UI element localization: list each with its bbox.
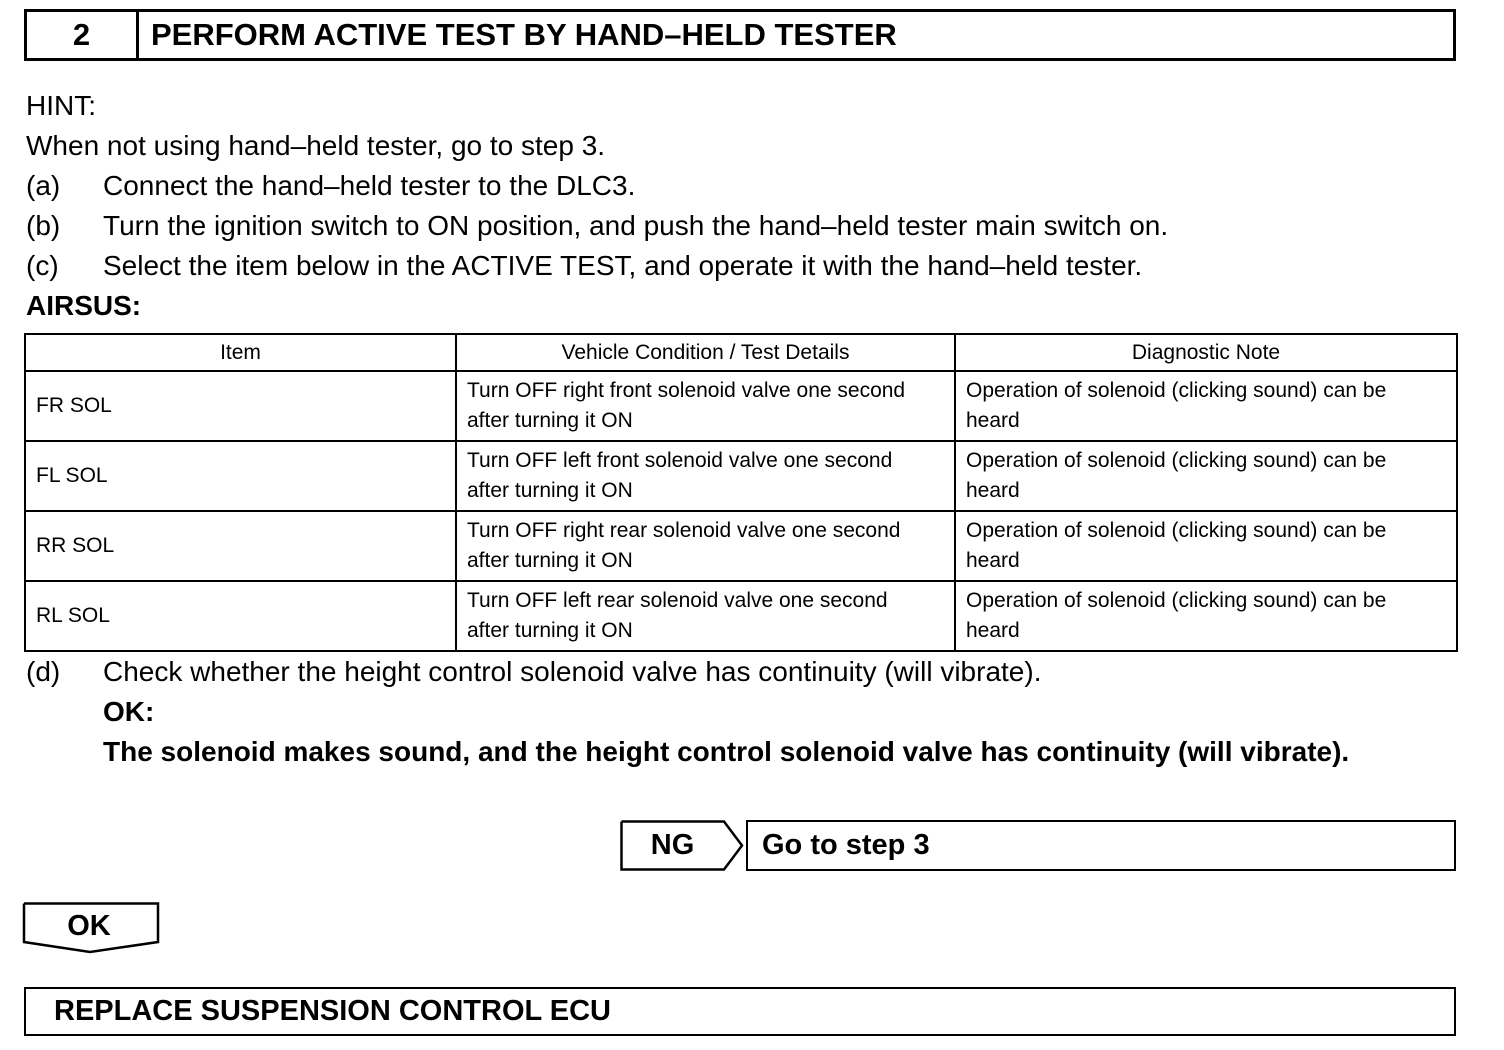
instruction-text: Connect the hand–held tester to the DLC3. xyxy=(103,170,636,201)
condition-line: after turning it ON xyxy=(467,479,633,502)
note-line: heard xyxy=(966,549,1020,572)
condition-line: after turning it ON xyxy=(467,619,633,642)
ok-result-tag xyxy=(22,902,160,954)
step-number: 2 xyxy=(27,12,139,58)
instruction-label: (d) xyxy=(26,656,61,687)
condition-cell xyxy=(456,511,955,581)
condition-cell xyxy=(456,371,955,441)
condition-line: Turn OFF left front solenoid valve one second xyxy=(467,449,893,472)
instruction-text: Turn the ignition switch to ON position, and push the hand–held tester main switch on. xyxy=(103,210,1169,241)
ng-action-box xyxy=(746,820,1456,871)
note-line: heard xyxy=(966,409,1020,432)
condition-cell xyxy=(456,581,955,651)
column-header-note: Diagnostic Note xyxy=(955,334,1457,371)
note-cell xyxy=(955,581,1457,651)
instruction-text: Check whether the height control solenoid valve has continuity (will vibrate). xyxy=(103,656,1042,687)
item-cell: FR SOL xyxy=(25,371,456,441)
note-cell xyxy=(955,441,1457,511)
note-line: heard xyxy=(966,479,1020,502)
note-line: heard xyxy=(966,619,1020,642)
condition-line: after turning it ON xyxy=(467,409,633,432)
note-line: Operation of solenoid (clicking sound) can be xyxy=(966,519,1387,542)
ok-action-box xyxy=(24,987,1456,1036)
table-row xyxy=(25,511,1457,581)
condition-cell xyxy=(456,441,955,511)
ng-action-label: Go to step 3 xyxy=(762,829,930,861)
column-header-condition: Vehicle Condition / Test Details xyxy=(456,334,955,371)
instruction-a xyxy=(0,166,1504,206)
ng-result-tag xyxy=(620,820,744,871)
condition-line: Turn OFF left rear solenoid valve one second xyxy=(467,589,888,612)
note-line: Operation of solenoid (clicking sound) can be xyxy=(966,379,1387,402)
condition-line: after turning it ON xyxy=(467,549,633,572)
ok-action-label: REPLACE SUSPENSION CONTROL ECU xyxy=(54,995,611,1027)
table-row xyxy=(25,581,1457,651)
table-header-row xyxy=(25,334,1457,371)
note-cell xyxy=(955,511,1457,581)
item-cell: RL SOL xyxy=(25,581,456,651)
hint-label: HINT: xyxy=(26,90,96,121)
ok-criteria-text: The solenoid makes sound, and the height control solenoid valve has continuity (will vibrate). xyxy=(103,736,1350,767)
instruction-b xyxy=(0,206,1504,246)
table-row xyxy=(25,441,1457,511)
note-cell xyxy=(955,371,1457,441)
ok-label: OK xyxy=(67,910,111,942)
condition-line: Turn OFF right rear solenoid valve one second xyxy=(467,519,901,542)
step-title: PERFORM ACTIVE TEST BY HAND–HELD TESTER xyxy=(151,17,897,52)
instruction-text: Select the item below in the ACTIVE TEST, and operate it with the hand–held tester. xyxy=(103,250,1143,281)
condition-line: Turn OFF right front solenoid valve one second xyxy=(467,379,906,402)
instruction-label: (b) xyxy=(26,210,61,241)
hint-text: When not using hand–held tester, go to step 3. xyxy=(26,130,606,161)
instruction-c xyxy=(0,246,1504,286)
ng-label: NG xyxy=(650,829,695,861)
item-cell: FL SOL xyxy=(25,441,456,511)
column-header-item: Item xyxy=(25,334,456,371)
table-row xyxy=(25,371,1457,441)
active-test-table xyxy=(24,333,1458,652)
instruction-d xyxy=(0,652,1504,692)
step-header xyxy=(24,9,1456,61)
note-line: Operation of solenoid (clicking sound) can be xyxy=(966,589,1387,612)
section-label: AIRSUS: xyxy=(26,290,142,321)
note-line: Operation of solenoid (clicking sound) can be xyxy=(966,449,1387,472)
item-cell: RR SOL xyxy=(25,511,456,581)
instruction-label: (a) xyxy=(26,170,61,201)
instruction-label: (c) xyxy=(26,250,59,281)
ok-criteria-label: OK: xyxy=(103,696,155,727)
